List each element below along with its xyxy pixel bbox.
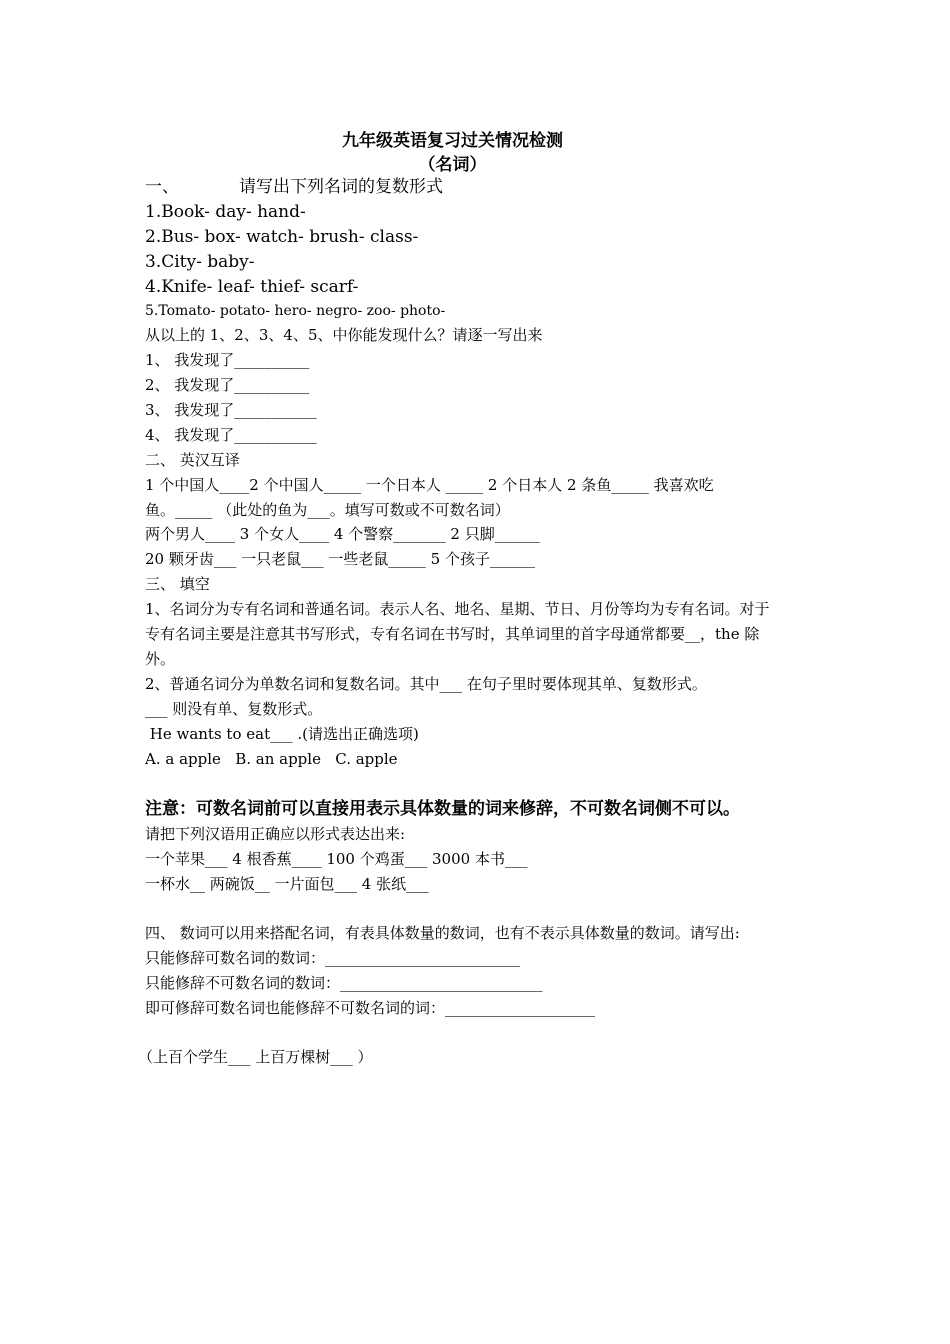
- finding-3: 3、 我发现了___________: [145, 401, 317, 419]
- phrase-line-2: 一杯水__ 两碗饭__ 一片面包___ 4 张纸___: [145, 875, 429, 893]
- section1-heading: 请写出下列名词的复数形式: [239, 177, 443, 197]
- finding-4: 4、 我发现了___________: [145, 426, 317, 444]
- numeral-line-1: 只能修辞可数名词的数词：__________________________: [145, 949, 521, 967]
- answer-options: A. a apple B. an apple C. apple: [145, 750, 398, 768]
- finding-1: 1、 我发现了__________: [145, 351, 310, 369]
- fill-line-1: 1、名词分为专有名词和普通名词。表示人名、地名、星期、节日、月份等均为专有名词。对于: [145, 600, 770, 618]
- plural-row-1: 1.Book- day- hand-: [145, 202, 306, 222]
- note-bold: 注意：可数名词前可以直接用表示具体数量的词来修辞，不可数名词侧不可以。: [145, 799, 740, 819]
- plural-row-4: 4.Knife- leaf- thief- scarf-: [145, 277, 359, 297]
- fill-line-3: 外。: [145, 650, 176, 668]
- fill-line-6: He wants to eat___ .(请选出正确选项): [145, 725, 419, 743]
- page-subtitle: （名词）: [418, 155, 487, 175]
- page-title: 九年级英语复习过关情况检测: [342, 131, 563, 151]
- section1-heading-line: [145, 176, 810, 198]
- translation-line-4: 20 颗牙齿___ 一只老鼠___ 一些老鼠_____ 5 个孩子______: [145, 550, 535, 568]
- translation-line-2: 鱼。_____ （此处的鱼为___。填写可数或不可数名词）: [145, 501, 510, 519]
- plural-row-5: 5.Tomato- potato- hero- negro- zoo- photo-: [145, 303, 446, 319]
- fill-line-2: 专有名词主要是注意其书写形式，专有名词在书写时，其单词里的首字母通常都要__，the 除: [145, 625, 760, 643]
- fill-line-4: 2、普通名词分为单数名词和复数名词。其中___ 在句子里时要体现其单、复数形式。: [145, 675, 707, 693]
- fill-line-5: ___ 则没有单、复数形式。: [145, 700, 323, 718]
- section4-heading: 四、 数词可以用来搭配名词，有表具体数量的数词，也有不表示具体数量的数词。请写出:: [145, 924, 740, 942]
- phrase-line-1: 一个苹果___ 4 根香蕉____ 100 个鸡蛋___ 3000 本书___: [145, 850, 528, 868]
- numeral-line-3: 即可修辞可数名词也能修辞不可数名词的词：____________________: [145, 999, 596, 1017]
- translation-line-3: 两个男人____ 3 个女人____ 4 个警察_______ 2 只脚______: [145, 525, 540, 543]
- section3-heading: 三、 填空: [145, 575, 210, 593]
- finding-2: 2、 我发现了__________: [145, 376, 310, 394]
- translation-line-1: 1 个中国人____2 个中国人_____ 一个日本人 _____ 2 个日本人 2 条鱼_____ 我喜欢吃: [145, 476, 714, 494]
- instruction-line: 请把下列汉语用正确应以形式表达出来:: [145, 825, 406, 843]
- numeral-line-2: 只能修辞不可数名词的数词：___________________________: [145, 974, 543, 992]
- example-line: （上百个学生___ 上百万棵树___ ）: [138, 1048, 373, 1066]
- plural-row-2: 2.Bus- box- watch- brush- class-: [145, 227, 419, 247]
- plural-row-3: 3.City- baby-: [145, 252, 255, 272]
- section2-heading: 二、 英汉互译: [145, 451, 240, 469]
- section1-question: 从以上的 1、2、3、4、5、中你能发现什么？请逐一写出来: [145, 326, 543, 344]
- section1-number: 一、: [145, 177, 179, 197]
